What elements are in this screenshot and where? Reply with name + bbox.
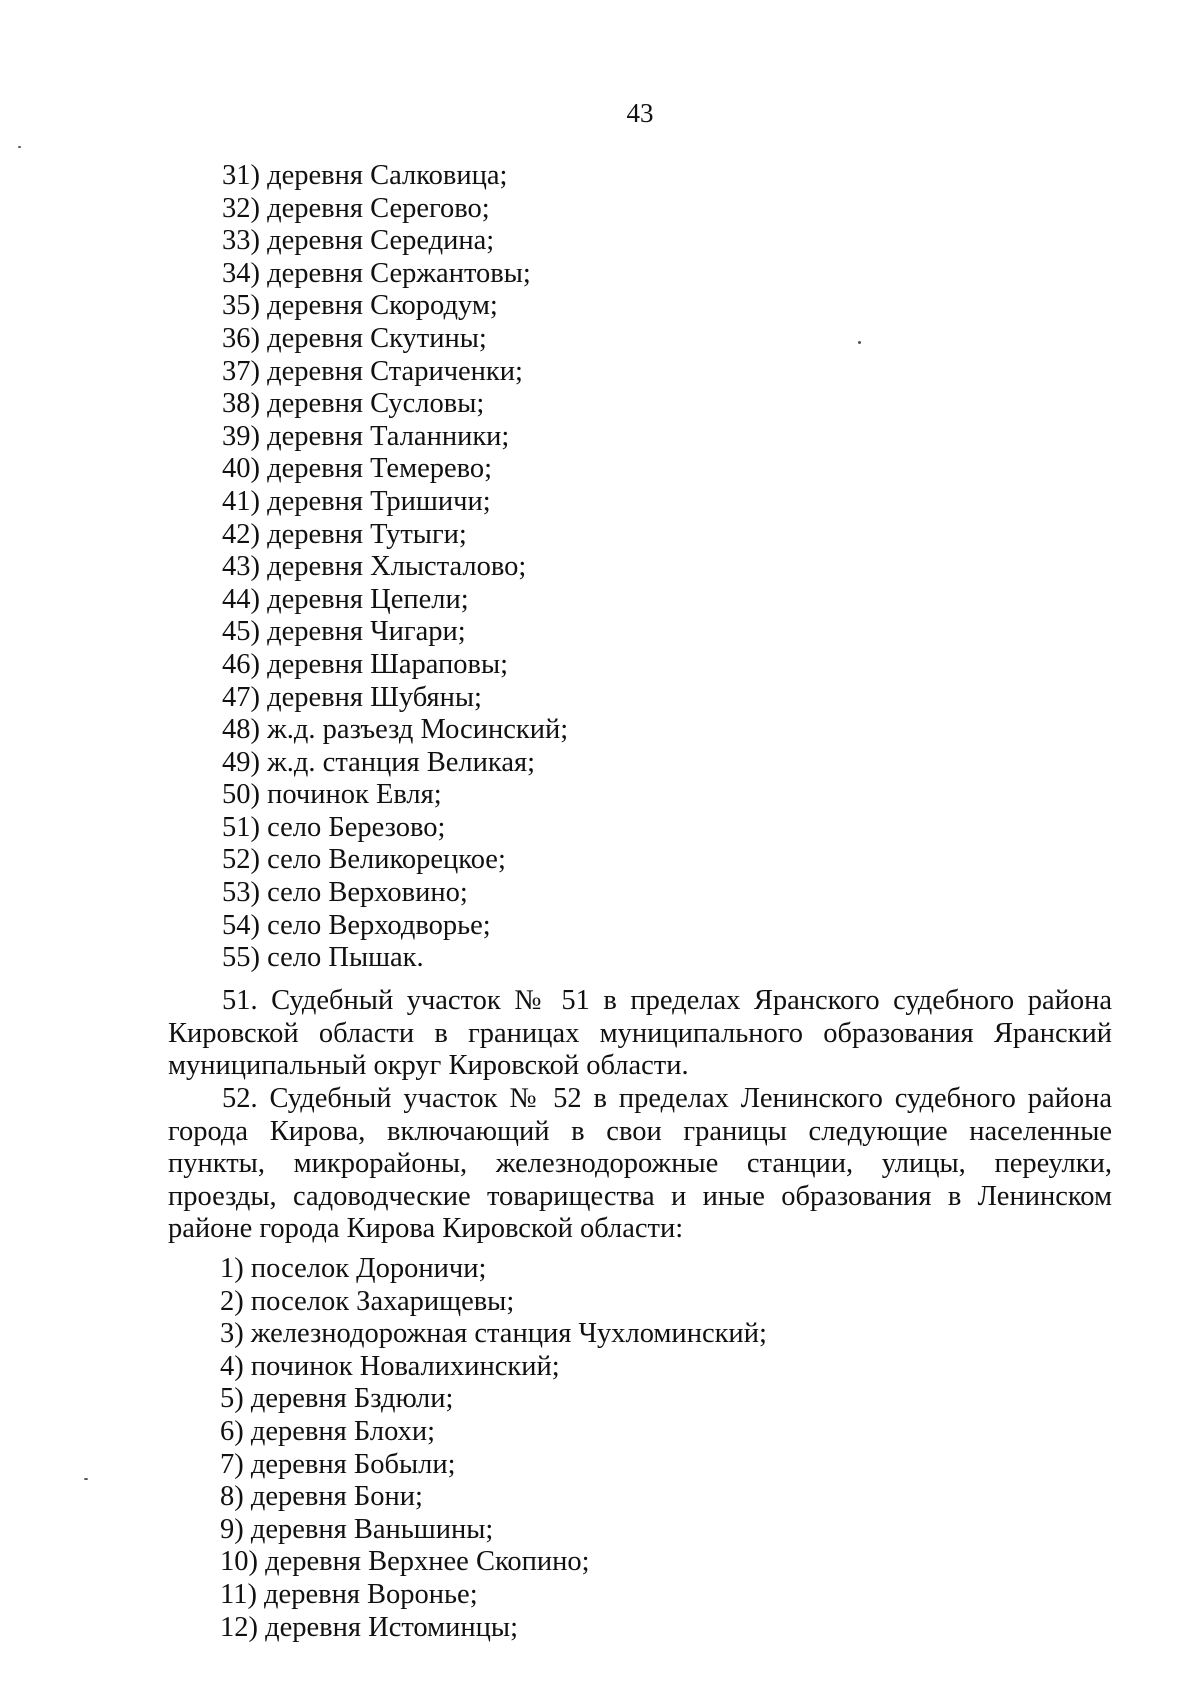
list-item: 47) деревня Шубяны;	[222, 681, 482, 713]
list-item: 37) деревня Стариченки;	[222, 355, 523, 387]
scan-speck	[84, 1478, 88, 1480]
paragraph-section-52: 52. Судебный участок № 52 в пределах Ленинского судебного района города Кирова, включающий в свои границы следующие населенные пункты, микрорайоны, железнодорожные станции, улицы, переулки, проезды, садоводческие товарищества и иные образования в Ленинском районе города Кирова Кировской области:	[168, 1083, 1112, 1245]
list-item: 46) деревня Шараповы;	[222, 648, 509, 680]
list-item: 52) село Великорецкое;	[222, 844, 506, 876]
list-item: 39) деревня Таланники;	[222, 420, 510, 452]
scan-speck	[858, 341, 861, 344]
page-number: 43	[626, 98, 654, 128]
list-item: 31) деревня Салковица;	[222, 160, 508, 191]
list-item: 35) деревня Скородум;	[222, 290, 498, 322]
list-item: 48) ж.д. разъезд Мосинский;	[222, 714, 569, 746]
settlement-list-second	[168, 1253, 1112, 1644]
list-item: 43) деревня Хлысталово;	[222, 551, 527, 583]
list-item: 54) село Верходворье;	[222, 909, 491, 941]
list-item: 12) деревня Истоминцы;	[220, 1611, 518, 1643]
list-item: 40) деревня Темерево;	[222, 453, 493, 485]
list-item: 1) поселок Дороничи;	[220, 1253, 487, 1284]
list-item: 2) поселок Захарищевы;	[220, 1285, 515, 1317]
list-item: 41) деревня Тришичи;	[222, 485, 491, 517]
list-item: 38) деревня Сусловы;	[222, 388, 485, 420]
list-item: 42) деревня Тутыги;	[222, 518, 467, 550]
list-item: 55) село Пышак.	[222, 942, 424, 974]
list-item: 9) деревня Ваньшины;	[220, 1513, 494, 1545]
settlement-list-first	[168, 160, 1112, 975]
list-item: 53) село Верховино;	[222, 877, 468, 909]
list-item: 51) село Березово;	[222, 811, 446, 843]
list-item: 7) деревня Бобыли;	[220, 1448, 456, 1480]
list-item: 5) деревня Бздюли;	[220, 1383, 454, 1415]
list-item: 50) починок Евля;	[222, 779, 442, 811]
list-item: 3) железнодорожная станция Чухломинский;	[220, 1318, 767, 1350]
list-item: 33) деревня Середина;	[222, 225, 495, 257]
list-item: 49) ж.д. станция Великая;	[222, 746, 535, 778]
paragraph-section-51: 51. Судебный участок № 51 в пределах Яранского судебного района Кировской области в границах муниципального образования Яранский муниципальный округ Кировской области.	[168, 985, 1112, 1082]
list-item: 34) деревня Сержантовы;	[222, 257, 531, 289]
list-item: 6) деревня Блохи;	[220, 1415, 436, 1447]
list-item: 36) деревня Скутины;	[222, 322, 487, 354]
list-item: 32) деревня Серегово;	[222, 192, 490, 224]
list-item: 10) деревня Верхнее Скопино;	[220, 1546, 590, 1578]
list-item: 44) деревня Цепели;	[222, 583, 469, 615]
list-item: 4) починок Новалихинский;	[220, 1350, 560, 1382]
list-item: 8) деревня Бони;	[220, 1481, 423, 1513]
list-item: 45) деревня Чигари;	[222, 616, 466, 648]
list-item: 11) деревня Воронье;	[220, 1578, 478, 1610]
scan-speck	[18, 146, 21, 148]
